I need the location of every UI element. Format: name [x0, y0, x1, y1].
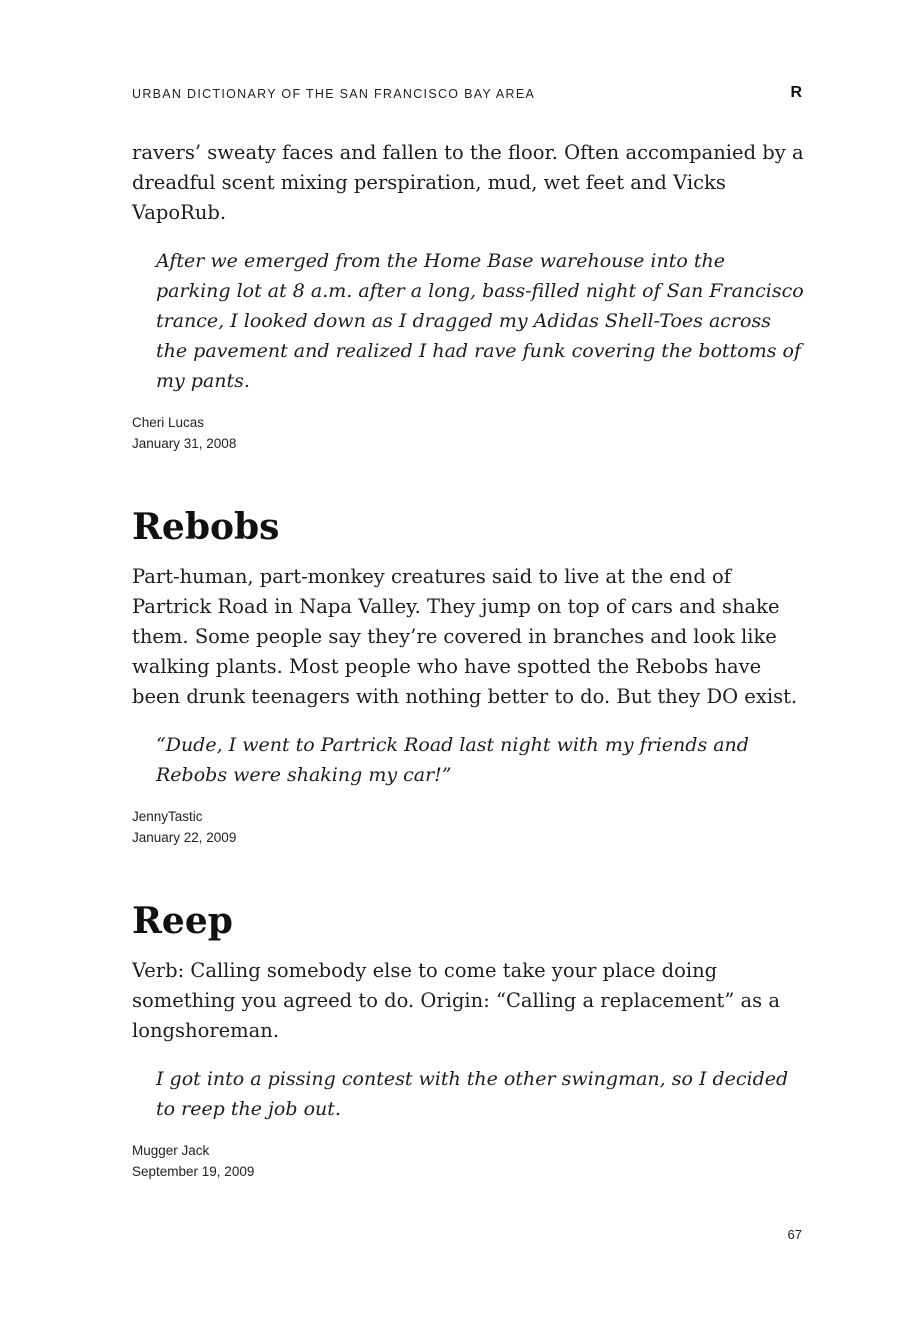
section-letter: R: [790, 84, 802, 101]
example-quote: After we emerged from the Home Base warehouse into the parking lot at 8 a.m. after a long, bass-filled night of San Francisco trance, I looked down as I dragged my Adidas Shell-Toes across the pavement and realized I had rave funk covering the bottoms of my pants.: [156, 250, 804, 392]
entry-date: January 22, 2009: [132, 830, 237, 845]
entry-author: JennyTastic: [132, 809, 203, 824]
continued-entry: [132, 138, 804, 454]
entry-rebobs: [132, 506, 804, 848]
entry-definition: Part-human, part-monkey creatures said to live at the end of Partrick Road in Napa Valley. They jump on top of cars and shake them. Some people say they’re covered in branches and look like walking plants. Most people who have spotted the Rebobs have been drunk teenagers with nothing better to do. But they DO exist.: [132, 565, 798, 708]
running-header: [132, 84, 802, 105]
example-quote: “Dude, I went to Partrick Road last night with my friends and Rebobs were shaking my car!”: [156, 734, 749, 786]
entry-date: September 19, 2009: [132, 1164, 255, 1179]
entry-reep: [132, 900, 804, 1182]
entry-date: January 31, 2008: [132, 436, 237, 451]
entry-author: Cheri Lucas: [132, 415, 205, 430]
entry-meta: [132, 806, 804, 848]
example-quote: I got into a pissing contest with the other swingman, so I decided to reep the job out.: [156, 1068, 789, 1120]
entry-definition: Verb: Calling somebody else to come take your place doing something you agreed to do. Origin: “Calling a replacement” as a longshoreman.: [132, 959, 781, 1042]
definition-continued: ravers’ sweaty faces and fallen to the floor. Often accompanied by a dreadful scent mixing perspiration, mud, wet feet and Vicks VapoRub.: [132, 141, 804, 224]
page-content: [132, 138, 804, 1182]
entry-headword: Rebobs: [132, 506, 280, 548]
page-number: 67: [787, 1227, 802, 1242]
entry-meta: [132, 1140, 804, 1182]
entry-author: Mugger Jack: [132, 1143, 210, 1158]
entry-meta: [132, 412, 804, 454]
entry-headword: Reep: [132, 900, 233, 942]
running-title: URBAN DICTIONARY OF THE SAN FRANCISCO BAY AREA: [132, 87, 536, 101]
